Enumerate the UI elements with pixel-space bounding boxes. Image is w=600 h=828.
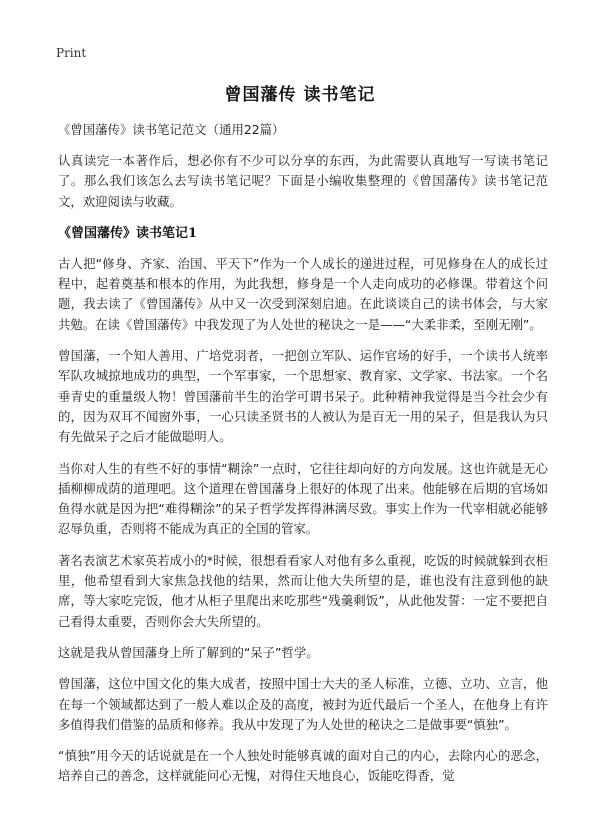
body-paragraph: 曾国藩，一个知人善用、广培党羽者，一把创立军队、运作官场的好手，一个读书人统率军队攻城掠地成功的典型，一个军事家，一个思想家、教育家、文学家、书法家。一个名垂青史的重量级人物！曾国藩前半生的治学可谓书呆子。此种精神我觉得是当今社会少有的，因为双耳不闻窗外事，一心只读圣贤书的人被认为是百无一用的呆子，但是我认为只有先做呆子之后才能做聪明人。 — [58, 348, 548, 445]
section-heading: 《曾国藩传》读书笔记1 — [58, 225, 198, 241]
body-paragraph: 著名表演艺术家英若成小的*时候，很想看看家人对他有多么重视，吃饭的时候就躲到衣柜里，他希望看到大家焦急找他的结果，然而让他大失所望的是，谁也没有注意到他的缺席，等大家吃完饭，他才从柜子里爬出来吃那些“残羹剩饭”，从此他发誓：一定不要把自己看得太重要，否则你会大失所望的。 — [58, 552, 548, 629]
body-paragraph: 古人把“修身、齐家、治国、平天下”作为一个人成长的递进过程，可见修身在人的成长过程中，起着奠基和根本的作用，为此我想，修身是一个人走向成功的必修课。带着这个问题，我去读了《曾国藩传》从中又一次受到深刻启迪。在此谈谈自己的读书体会，与大家共勉。在读《曾国藩传》中我发现了为人处世的秘诀之一是——“大柔非柔，至刚无刚”。 — [58, 255, 548, 332]
document-subtitle: 《曾国藩传》读书笔记范文（通用22篇） — [58, 122, 285, 137]
body-paragraph: 当你对人生的有些不好的事情“糊涂”一点时，它往往却向好的方向发展。这也许就是无心插柳柳成荫的道理吧。这个道理在曾国藩身上很好的体现了出来。他能够在后期的官场如鱼得水就是因为把“难得糊涂”的呆子哲学发挥得淋漓尽致。事实上作为一代宰相就必能够忍辱负重，否则将不能成为真正的全国的管家。 — [58, 460, 548, 537]
document-body — [58, 120, 548, 798]
body-paragraph: “慎独”用今天的话说就是在一个人独处时能够真诚的面对自己的内心，去除内心的恶念，培养自己的善念，这样就能问心无愧，对得住天地良心，饭能吃得香，觉 — [58, 748, 548, 784]
body-paragraph: 这就是我从曾国藩身上所了解到的“呆子”哲学。 — [58, 644, 319, 660]
intro-paragraph: 认真读完一本著作后，想必你有不少可以分享的东西，为此需要认真地写一写读书笔记了。那么我们该怎么去写读书笔记呢？下面是小编收集整理的《曾国藩传》读书笔记范文，欢迎阅读与收藏。 — [58, 153, 548, 209]
document-title: 曾国藩传 读书笔记 — [224, 85, 376, 105]
print-label: Print — [56, 46, 87, 60]
body-paragraph: 曾国藩，这位中国文化的集大成者，按照中国士大夫的圣人标准，立德、立功、立言，他在每一个领域都达到了一般人难以企及的高度，被封为近代最后一个圣人，在他身上有许多值得我们借鉴的品质和修养。我从中发现了为人处世的秘诀之二是做事要“慎独”。 — [58, 676, 548, 732]
